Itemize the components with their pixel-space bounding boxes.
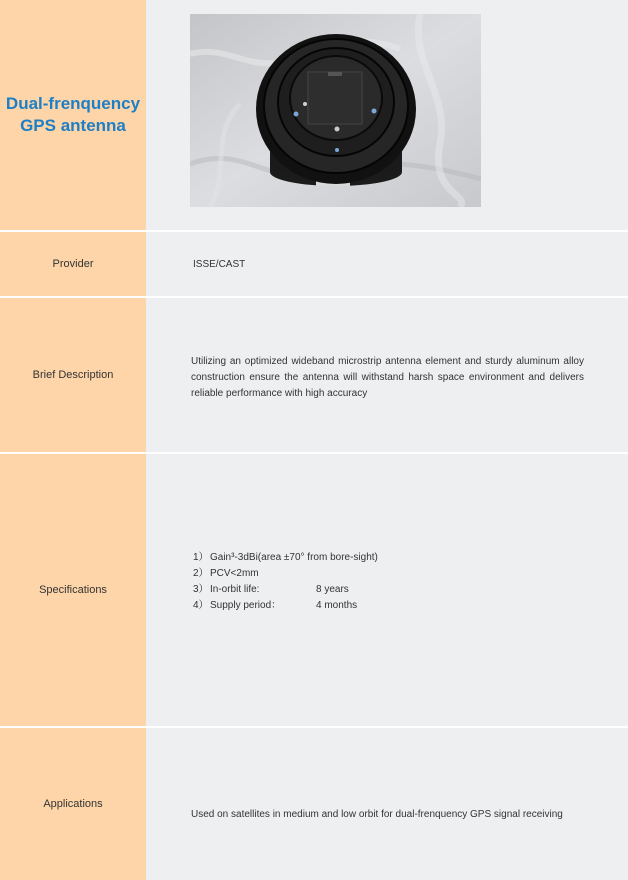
description-text: Utilizing an optimized wideband microstrip antenna element and sturdy aluminum alloy construction ensure the antenna will withstand harsh space environment and delivers reliable performance with high accuracy [191,356,584,399]
product-photo-cell [146,0,628,230]
product-title [0,0,146,230]
specifications-label: Specifications [0,454,146,726]
provider-cell [146,232,628,296]
spec-item [193,582,584,598]
antenna-photo [190,14,481,207]
provider-value: ISSE/CAST [193,259,246,270]
spec-item [193,566,584,582]
description-cell [146,298,628,452]
description-label: Brief Description [0,298,146,452]
product-title-line2: GPS antenna [20,116,126,135]
spec-text: In-orbit life: [210,584,260,595]
spec-number: 4） [193,600,209,611]
applications-cell [146,728,628,880]
applications-text: Used on satellites in medium and low orbit for dual-frenquency GPS signal receiving [191,809,563,820]
specifications-list [193,550,584,614]
spec-text: Supply period： [210,600,282,611]
spec-number: 1） [193,552,209,563]
spec-number: 2） [193,568,209,579]
specifications-row [0,454,628,726]
applications-row [0,728,628,880]
specifications-cell [146,454,628,726]
applications-label: Applications [0,728,146,880]
antenna-photo-icon [190,14,481,207]
spec-number: 3） [193,584,209,595]
product-row [0,0,628,230]
spec-text: PCV<2mm [210,568,259,579]
spec-value: 4 months [316,600,358,611]
spec-item [193,550,584,566]
spec-item [193,598,584,614]
spec-text: Gain³-3dBi(area ±70° from bore-sight) [210,552,378,563]
description-row [0,298,628,452]
product-title-line1: Dual-frenquency [5,94,141,113]
provider-row [0,232,628,296]
provider-label: Provider [0,232,146,296]
spec-value: 8 years [316,584,349,595]
